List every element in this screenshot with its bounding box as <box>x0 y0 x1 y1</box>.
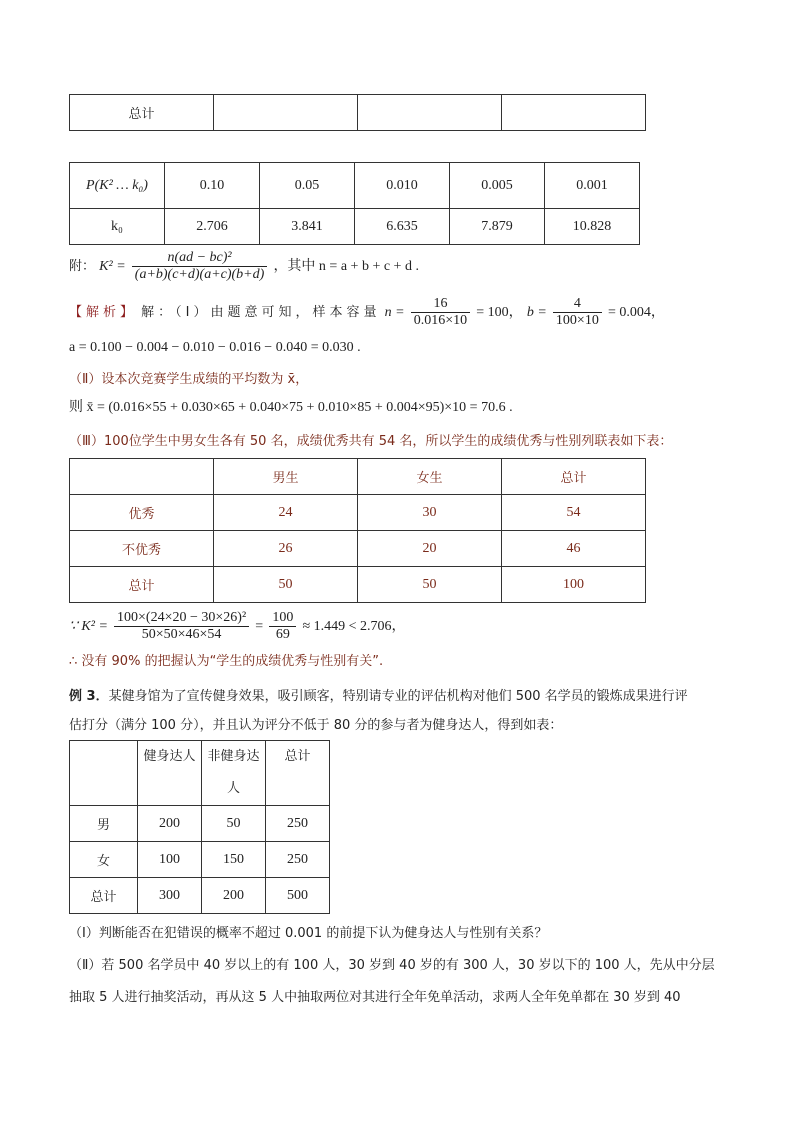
k0-value-cell: 6.635 <box>355 209 450 245</box>
header-cell <box>70 459 214 495</box>
row-label-cell: 男 <box>70 806 138 842</box>
header-cell: 男生 <box>214 459 358 495</box>
k0-label-cell: k₀ <box>70 209 165 245</box>
k0-value-cell: 7.879 <box>450 209 545 245</box>
fitness-table <box>69 740 330 914</box>
row-label-cell: 优秀 <box>70 495 214 531</box>
formula-lhs: K² = <box>99 259 126 274</box>
value-cell: 30 <box>358 495 502 531</box>
header-cell: 非健身达人 <box>202 741 266 806</box>
analysis-tag: 【解析】 <box>69 305 138 320</box>
k0-value-cell: 3.841 <box>260 209 355 245</box>
part3-intro: （Ⅲ）100位学生中男女生各有 50 名，成绩优秀共有 54 名，所以学生的成绩优秀与性别列联表如下表： <box>69 434 673 449</box>
total-label-cell: 总计 <box>70 95 214 131</box>
row-label-cell: 总计 <box>70 878 138 914</box>
row-label-cell: 不优秀 <box>70 531 214 567</box>
a-calculation: a = 0.100 − 0.004 − 0.010 − 0.016 − 0.040 = 0.030 . <box>69 340 361 355</box>
question-2-line2: 抽取 5 人进行抽奖活动，再从这 5 人中抽取两位对其进行全年免单活动，求两人全年免单都在 30 岁到 40 <box>69 990 681 1005</box>
value-cell: 50 <box>202 806 266 842</box>
value-cell: 50 <box>358 567 502 603</box>
example-label: 例 3． <box>69 689 109 704</box>
b-fraction: $\frac{4}{100\times 10}$ <box>553 296 602 329</box>
value-cell: 26 <box>214 531 358 567</box>
value-cell: 250 <box>266 806 330 842</box>
value-cell: 250 <box>266 842 330 878</box>
k2-calculation: ∵ K² = $\frac{\text{100×(24×20 − 30×26)²}}{50\times 50\times 46\times 54}$ = $\frac{100}{69}$ ≈ 1.449 < 2.706， <box>69 610 406 642</box>
part2-intro: （Ⅱ）设本次竞赛学生成绩的平均数为 x̄， <box>69 372 309 387</box>
example3-line2: 估打分（满分 100 分），并且认为评分不低于 80 分的参与者为健身达人，得到如表： <box>69 718 563 733</box>
value-cell: 100 <box>502 567 646 603</box>
value-cell: 24 <box>214 495 358 531</box>
row-label-cell: 总计 <box>70 567 214 603</box>
k2-critical-value-table <box>69 162 640 245</box>
k0-value-cell: 2.706 <box>165 209 260 245</box>
value-cell: 500 <box>266 878 330 914</box>
k2-formula-fraction: $\frac{\text{n(ad − bc)²}}{(a+b)(c+d)(a+c)(b+d)}$ <box>132 250 268 283</box>
example3-line1: 例 3．某健身馆为了宣传健身效果，吸引顾客，特别请专业的评估机构对他们 500 名学员的锻炼成果进行评 <box>69 689 688 704</box>
empty-cell <box>502 95 646 131</box>
value-cell: 300 <box>138 878 202 914</box>
previous-table-total-row <box>69 94 646 131</box>
header-cell: 女生 <box>358 459 502 495</box>
p-value-cell: 0.10 <box>165 163 260 209</box>
header-cell <box>70 741 138 806</box>
value-cell: 150 <box>202 842 266 878</box>
header-cell: 总计 <box>502 459 646 495</box>
value-cell: 200 <box>138 806 202 842</box>
simplified-fraction: $\frac{100}{69}$ <box>269 610 296 643</box>
value-cell: 200 <box>202 878 266 914</box>
p-value-cell: 0.05 <box>260 163 355 209</box>
value-cell: 50 <box>214 567 358 603</box>
empty-cell <box>358 95 502 131</box>
contingency-table <box>69 458 646 603</box>
value-cell: 54 <box>502 495 646 531</box>
analysis-intro: 解：（Ⅰ）由题意可知，样本容量 <box>141 305 381 320</box>
question-2-line1: （Ⅱ）若 500 名学员中 40 岁以上的有 100 人，30 岁到 40 岁的有 300 人，30 岁以下的 100 人，先从中分层 <box>69 958 715 973</box>
question-1: （Ⅰ）判断能否在犯错误的概率不超过 0.001 的前提下认为健身达人与性别有关系？ <box>69 926 548 941</box>
k0-value-cell: 10.828 <box>545 209 640 245</box>
part2-mean-calculation: 则 x̄ = (0.016×55 + 0.030×65 + 0.040×75 + 0.010×85 + 0.004×95)×10 = 70.6 . <box>69 400 513 415</box>
value-cell: 46 <box>502 531 646 567</box>
k2-value-fraction: $\frac{\text{100×(24×20 − 30×26)²}}{50\times 50\times 46\times 54}$ <box>114 610 249 643</box>
value-cell: 20 <box>358 531 502 567</box>
n-fraction: $\frac{16}{0.016\times 10}$ <box>411 296 470 329</box>
formula-suffix: ，其中 n = a + b + c + d . <box>273 259 419 274</box>
conclusion-text: ∴ 没有 90% 的把握认为“学生的成绩优秀与性别有关”. <box>69 654 384 669</box>
p-value-cell: 0.005 <box>450 163 545 209</box>
header-cell: 总计 <box>266 741 330 806</box>
p-label-cell: P(K² … k₀) <box>70 163 165 209</box>
empty-cell <box>214 95 358 131</box>
p-value-cell: 0.010 <box>355 163 450 209</box>
appendix-formula: 附： K² = $\frac{\text{n(ad − bc)²}}{(a+b)(c+d)(a+c)(b+d)}$ ，其中 n = a + b + c + d . <box>69 250 419 282</box>
row-label-cell: 女 <box>70 842 138 878</box>
value-cell: 100 <box>138 842 202 878</box>
header-cell: 健身达人 <box>138 741 202 806</box>
analysis-part1: 【解析】 解：（Ⅰ）由题意可知，样本容量 n = $\frac{16}{0.016\times 10}$ = 100， b = $\frac{4}{100\times 10}$ = 0.004， <box>69 296 665 328</box>
p-value-cell: 0.001 <box>545 163 640 209</box>
